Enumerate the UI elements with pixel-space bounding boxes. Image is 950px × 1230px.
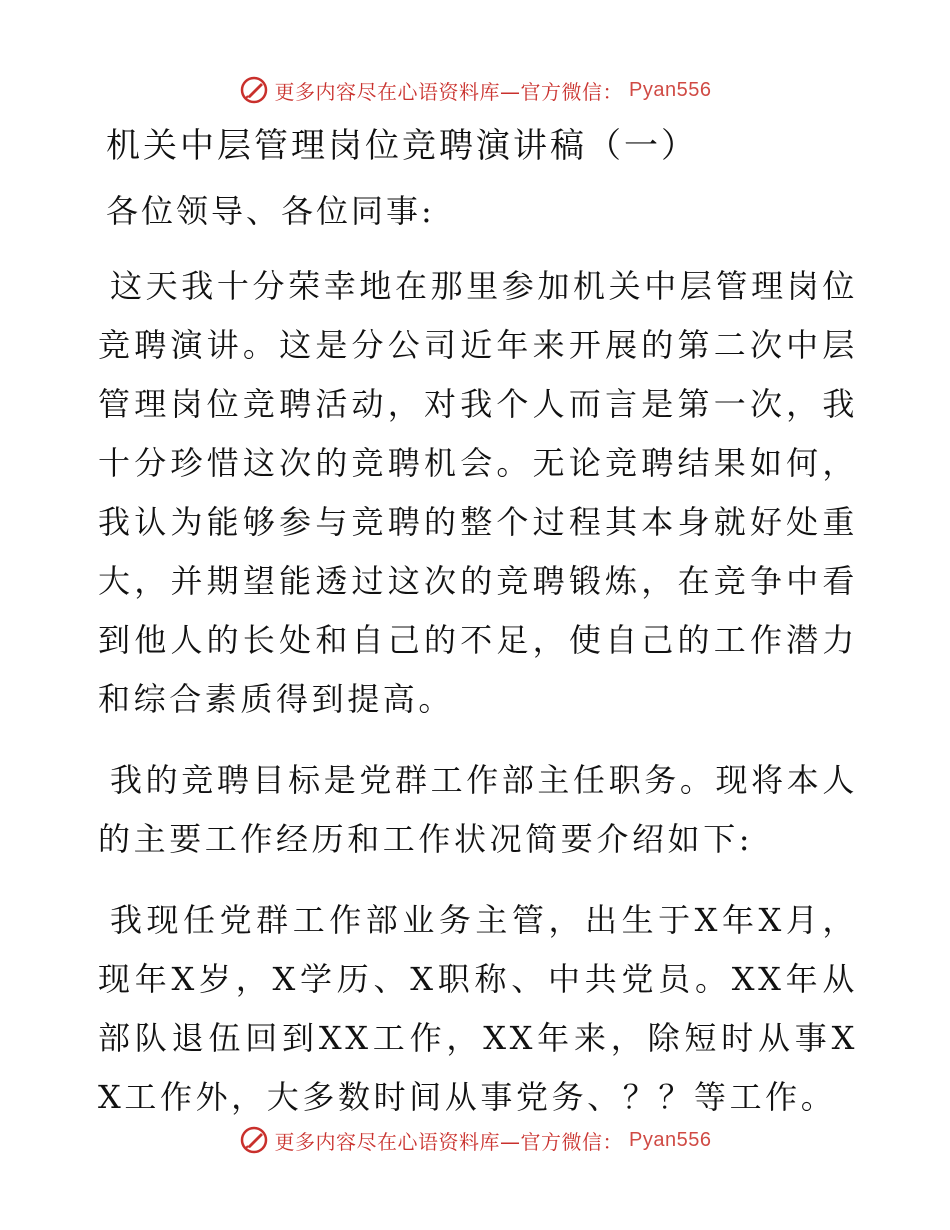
quill-pen-logo-icon [239,1125,269,1155]
watermark-text: 更多内容尽在心语资料库—官方微信： [274,79,624,104]
watermark-text-group-footer [239,1125,712,1155]
header-watermark-banner [0,70,950,110]
watermark-text-footer: 更多内容尽在心语资料库—官方微信： [274,1129,624,1154]
paragraph-3: 我现任党群工作部业务主管，出生于X年X月，现年X岁，X学历、X职称、中共党员。XX年从部队退伍回到XX工作，XX年来，除短时从事XX工作外，大多数时间从事党务、？？等工作。 [98,901,858,1116]
document-title: 机关中层管理岗位竞聘演讲稿（一） [106,126,698,166]
greeting-line: 各位领导、各位同事: [106,192,435,230]
paragraph-2: 我的竞聘目标是党群工作部主任职务。现将本人的主要工作经历和工作状况简要介绍如下: [98,761,858,858]
paragraph-1: 这天我十分荣幸地在那里参加机关中层管理岗位竞聘演讲。这是分公司近年来开展的第二次中层管理岗位竞聘活动，对我个人而言是第一次，我十分珍惜这次的竞聘机会。无论竞聘结果如何，我认为能够参与竞聘的整个过程其本身就好处重大，并期望能透过这次的竞聘锻炼，在竞争中看到他人的长处和自己的不足，使自己的工作潜力和综合素质得到提高。 [98,267,858,718]
wechat-id: Pyan556 [629,78,712,101]
document-body [98,122,858,1149]
footer-watermark-banner [0,1120,950,1160]
quill-pen-logo-icon [239,75,269,105]
wechat-id-footer: Pyan556 [629,1128,712,1151]
watermark-text-group [239,75,712,105]
